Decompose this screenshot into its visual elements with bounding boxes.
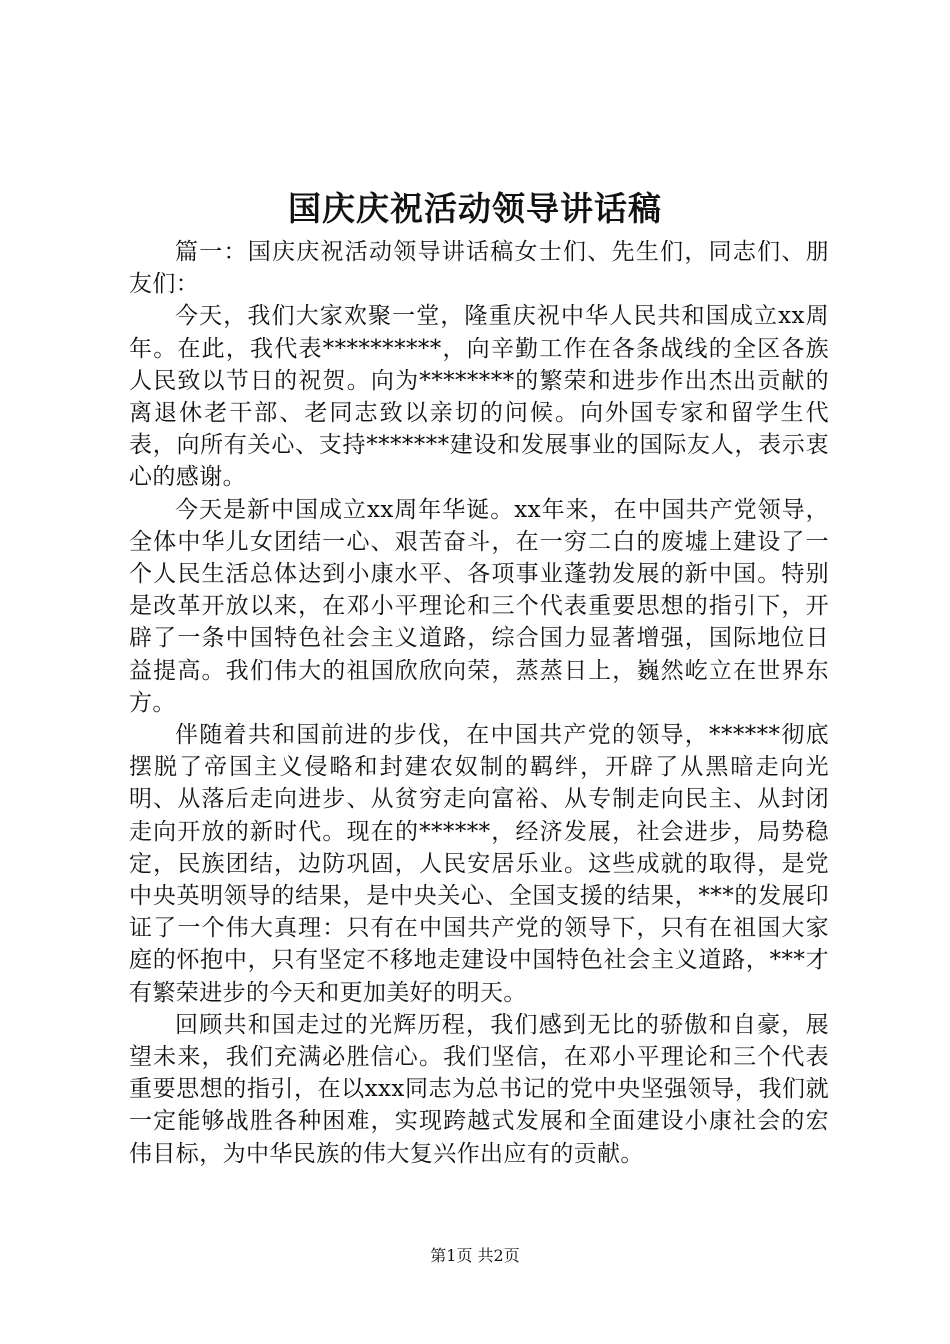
document-body: [129, 236, 829, 1170]
paragraph-history: 今天是新中国成立xx周年华诞。xx年来，在中国共产党领导，全体中华儿女团结一心、艰苦奋斗，在一穷二白的废墟上建设了一个人民生活总体达到小康水平、各项事业蓬勃发展的新中国。特别是改革开放以来，在邓小平理论和三个代表重要思想的指引下，开辟了一条中国特色社会主义道路，综合国力显著增强，国际地位日益提高。我们伟大的祖国欣欣向荣，蒸蒸日上，巍然屹立在世界东方。: [129, 496, 829, 716]
page-number-footer: 第1页 共2页: [430, 1246, 520, 1265]
document-title: 国庆庆祝活动领导讲话稿: [288, 189, 662, 228]
paragraph-greeting: 今天，我们大家欢聚一堂，隆重庆祝中华人民共和国成立xx周年。在此，我代表**********，向辛勤工作在各条战线的全区各族人民致以节日的祝贺。向为********的繁荣和进步作出杰出贡献的离退休老干部、老同志致以亲切的问候。向外国专家和留学生代表，向所有关心、支持*******建设和发展事业的国际友人，表示衷心的感谢。: [129, 303, 829, 491]
paragraph-outlook: 回顾共和国走过的光辉历程，我们感到无比的骄傲和自豪，展望未来，我们充满必胜信心。我们坚信，在邓小平理论和三个代表重要思想的指引，在以xxx同志为总书记的党中央坚强领导，我们就一定能够战胜各种困难，实现跨越式发展和全面建设小康社会的宏伟目标，为中华民族的伟大复兴作出应有的贡献。: [129, 1011, 829, 1167]
paragraph-achievements: 伴随着共和国前进的步伐，在中国共产党的领导，******彻底摆脱了帝国主义侵略和封建农奴制的羁绊，开辟了从黑暗走向光明、从落后走向进步、从贫穷走向富裕、从专制走向民主、从封闭走向开放的新时代。现在的******，经济发展，社会进步，局势稳定，民族团结，边防巩固，人民安居乐业。这些成就的取得，是党中央英明领导的结果，是中央关心、全国支援的结果，***的发展印证了一个伟大真理：只有在中国共产党的领导下，只有在祖国大家庭的怀抱中，只有坚定不移地走建设中国特色社会主义道路，***才有繁荣进步的今天和更加美好的明天。: [129, 722, 829, 1006]
paragraph-intro: 篇一：国庆庆祝活动领导讲话稿女士们、先生们，同志们、朋友们：: [129, 239, 829, 298]
